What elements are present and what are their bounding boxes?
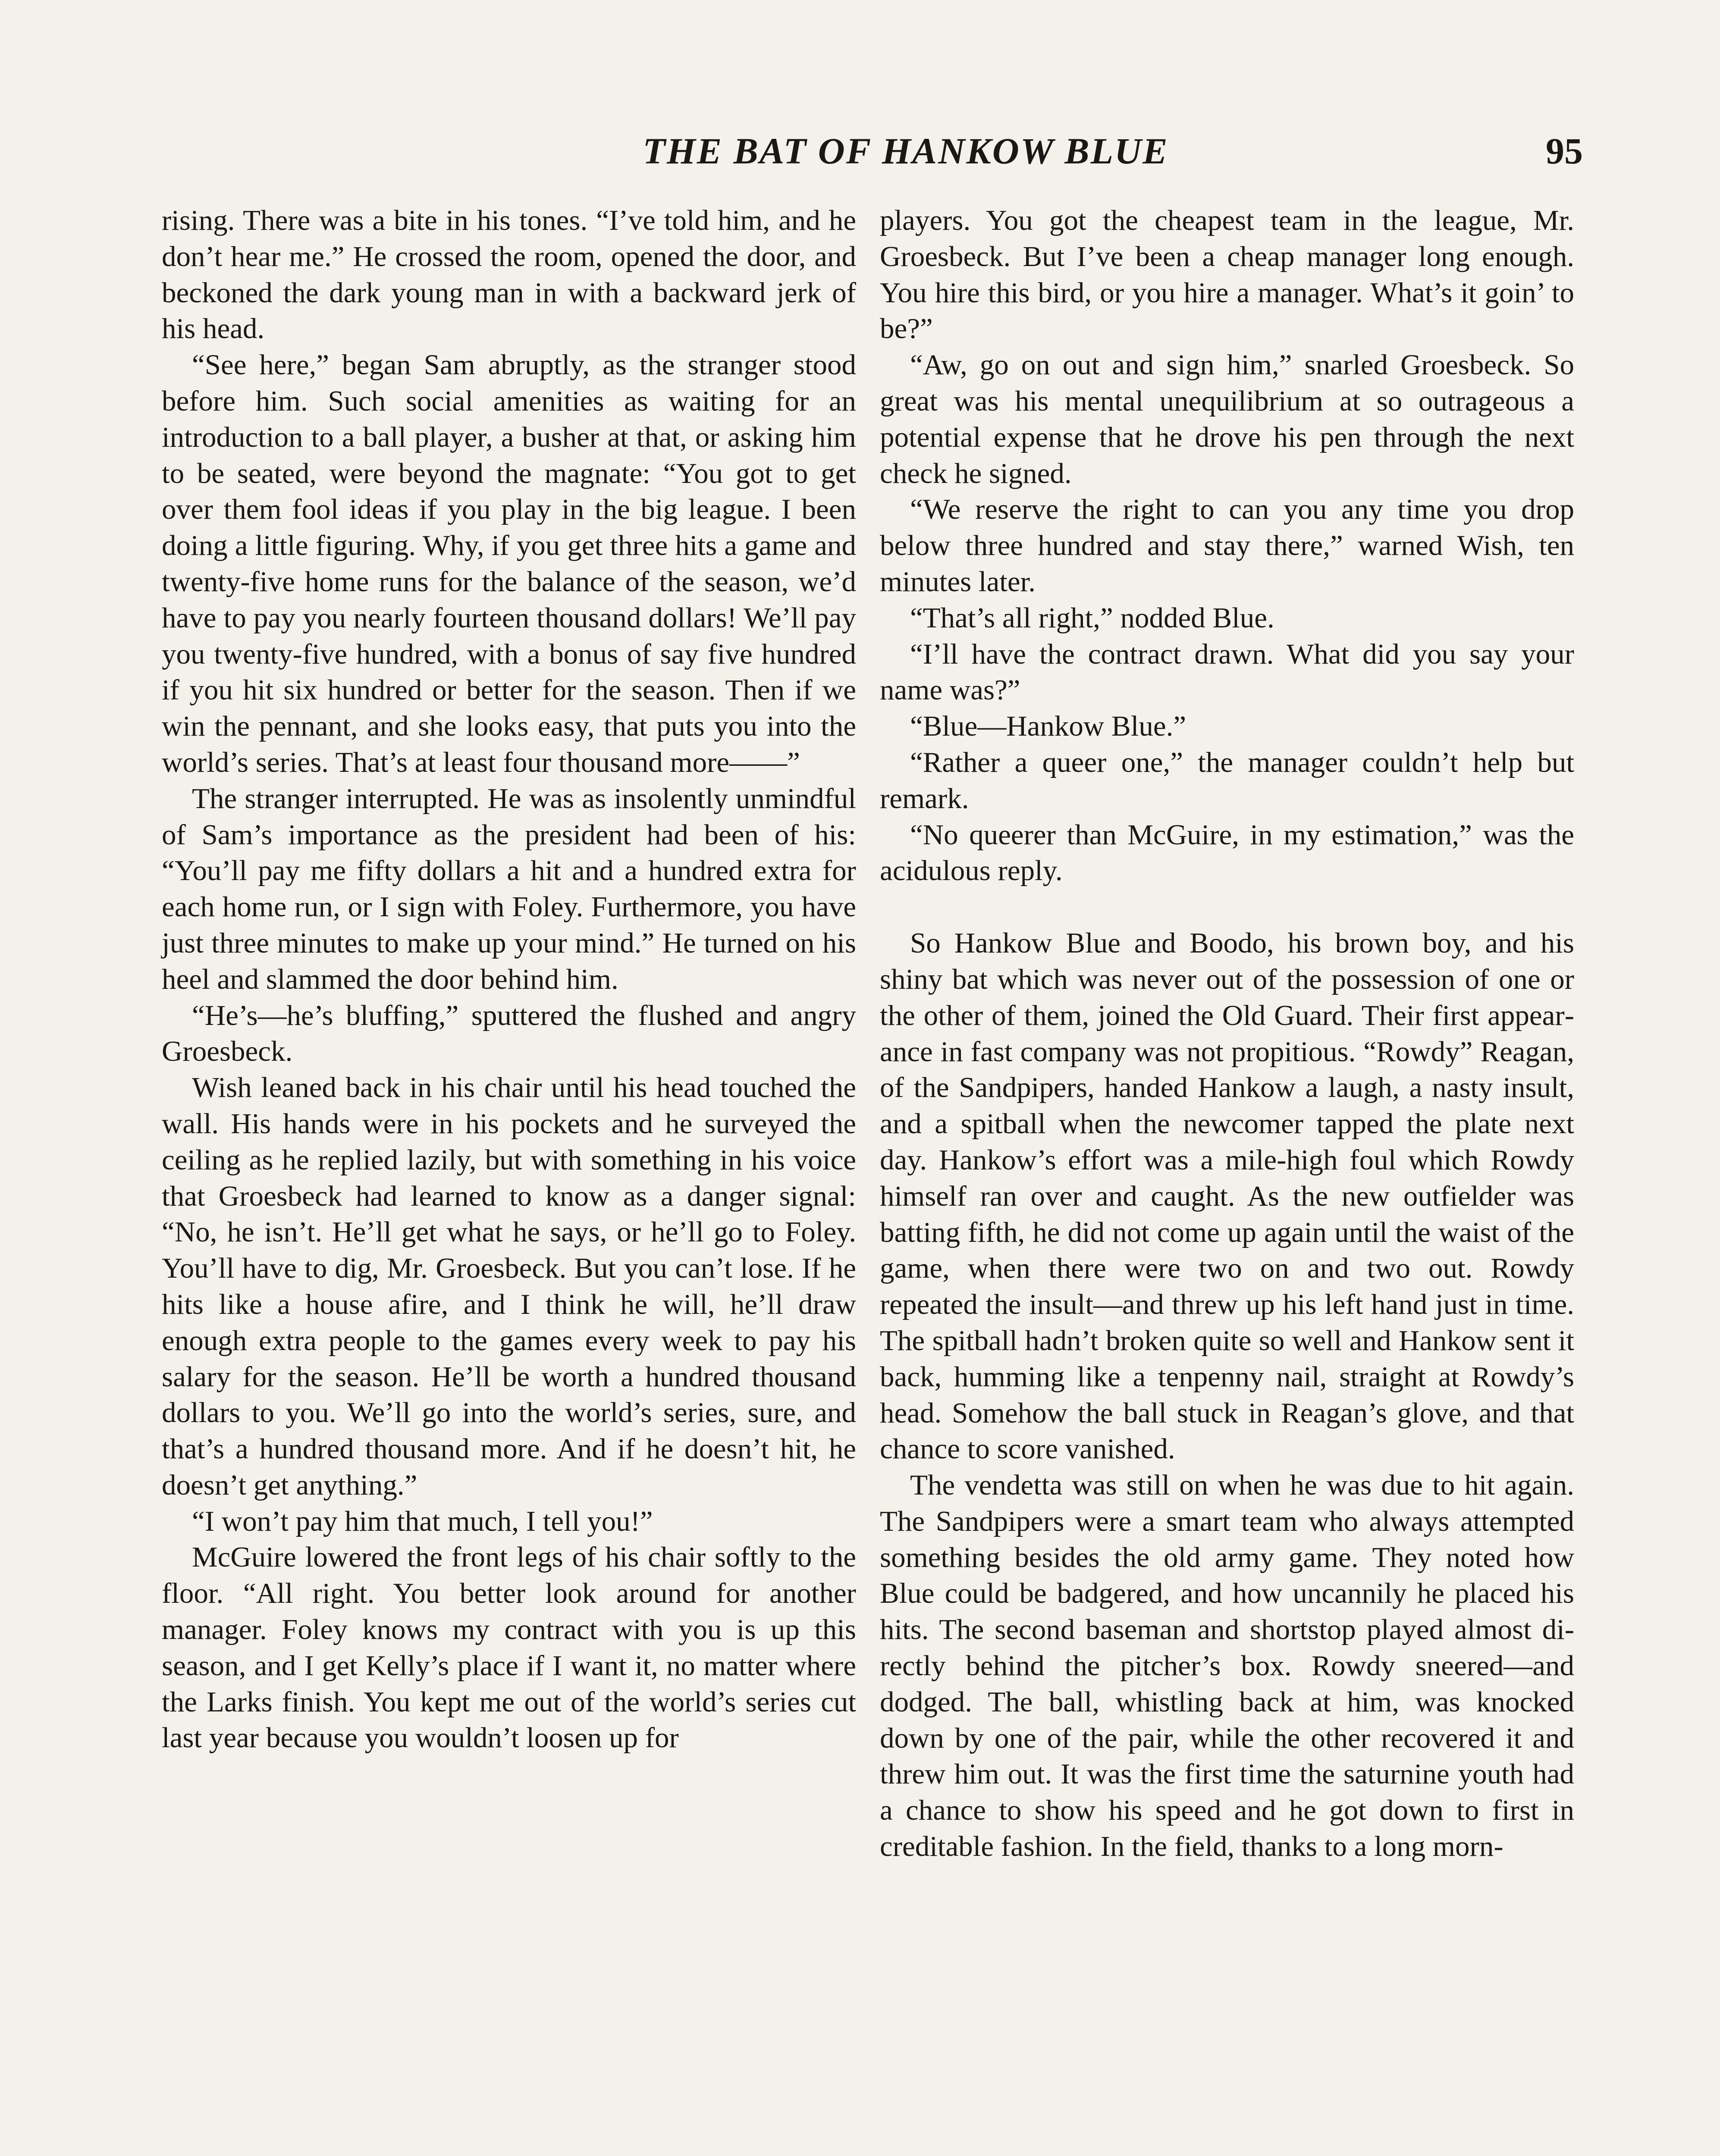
paragraph: McGuire lowered the front legs of his chair softly to the floor. “All right. You better look around for another manager. Foley knows my contract with you is up this season, and I get Kelly’s place if I want it, no matter where the Larks finish. You kept me out of the world’s series cut last year because you wouldn’t loosen up for <box>162 1541 856 1754</box>
paragraph: “He’s—he’s bluffing,” sputtered the flushed and angry Groesbeck. <box>162 999 856 1068</box>
paragraph: Wish leaned back in his chair until his head touched the wall. His hands were in his pockets and he surveyed the ceiling as he replied lazily, but with something in his voice that Groesbeck had learned to know as a danger signal: “No, he isn’t. He’ll get what he says, or he’ll go to Foley. You’ll have to dig, Mr. Groesbeck. But you can’t lose. If he hits like a house afire, and I think he will, he’ll draw enough extra people to the games every week to pay his salary for the season. He’ll be worth a hundred thousand dollars to you. We’ll go into the world’s series, sure, and that’s a hundred thousand more. And if he doesn’t hit, he doesn’t get anything.” <box>162 1072 856 1501</box>
paragraph: rising. There was a bite in his tones. “I’ve told him, and he don’t hear me.” He crossed the room, opened the door, and beckoned the dark young man in with a backward jerk of his head. <box>162 204 856 345</box>
paragraph: So Hankow Blue and Boodo, his brown boy, and his shiny bat which was never out of the possession of one or the other of them, joined the Old Guard. Their first appearance in fast company was not propitious. “Rowdy” Reagan, of the Sandpipers, handed Hankow a laugh, a nasty insult, and a spitball when the newcomer tapped the plate next day. Hankow’s effort was a mile-high foul which Rowdy himself ran over and caught. As the new outfielder was batting fifth, he did not come up again until the waist of the game, when there were two on and two out. Rowdy repeated the insult—and threw up his left hand just in time. The spitball hadn’t broken quite so well and Hankow sent it back, humming like a tenpenny nail, straight at Rowdy’s head. Somehow the ball stuck in Reagan’s glove, and that chance to score vanished. <box>880 927 1574 1465</box>
paragraph: “See here,” began Sam abruptly, as the stranger stood before him. Such social amenities as waiting for an introduction to a ball player, a busher at that, or asking him to be seated, were beyond the magnate: “You got to get over them fool ideas if you play in the big league. I been doing a little figuring. Why, if you get three hits a game and twenty-five home runs for the balance of the season, we’d have to pay you nearly fourteen thousand dollars! We’ll pay you twenty-five hundred, with a bonus of say five hundred if you hit six hundred or better for the season. Then if we win the pennant, and she looks easy, that puts you into the world’s series. That’s at least four thousand more——” <box>162 349 856 778</box>
paragraph: “Rather a queer one,” the manager couldn’t help but remark. <box>880 746 1574 815</box>
paragraph: “No queerer than McGuire, in my estimation,” was the acidulous reply. <box>880 818 1574 887</box>
paragraph: “That’s all right,” nodded Blue. <box>910 602 1274 634</box>
paragraph: “I’ll have the contract drawn. What did you say your name was?” <box>880 638 1574 706</box>
paragraph: “We reserve the right to can you any time you drop below three hundred and stay there,” warned Wish, ten minutes later. <box>880 493 1574 598</box>
paragraph: The vendetta was still on when he was due to hit again. The Sandpipers were a smart team who always attempted something besides the old army game. They noted how Blue could be badgered, and how uncannily he placed his hits. The second baseman and shortstop played almost directly behind the pitcher’s box. Rowdy sneered—and dodged. The ball, whistling back at him, was knocked down by one of the pair, while the other recovered it and threw him out. It was the first time the saturnine youth had a chance to show his speed and he got down to first in creditable fashion. In the field, thanks to a long morn- <box>880 1469 1574 1863</box>
running-title: THE BAT OF HANKOW BLUE <box>643 130 1169 172</box>
paragraph: The stranger interrupted. He was as insolently unmindful of Sam’s importance as the president had been of his: “You’ll pay me fifty dollars a hit and a hundred extra for each home run, or I sign with Foley. Furthermore, you have just three minutes to make up your mind.” He turned on his heel and slammed the door behind him. <box>162 782 856 995</box>
paragraph: “I won’t pay him that much, I tell you!” <box>192 1505 653 1537</box>
left-column <box>162 203 856 1756</box>
paragraph: players. You got the cheapest team in the league, Mr. Groesbeck. But I’ve been a cheap manager long enough. You hire this bird, or you hire a manager. What’s it goin’ to be?” <box>880 204 1574 345</box>
paragraph: “Blue—Hankow Blue.” <box>910 710 1186 743</box>
paragraph: “Aw, go on out and sign him,” snarled Groesbeck. So great was his mental unequilibrium at so outrageous a potential expense that he drove his pen through the next check he signed. <box>880 349 1574 489</box>
page-number: 95 <box>1546 130 1583 172</box>
right-column <box>880 203 1574 1865</box>
